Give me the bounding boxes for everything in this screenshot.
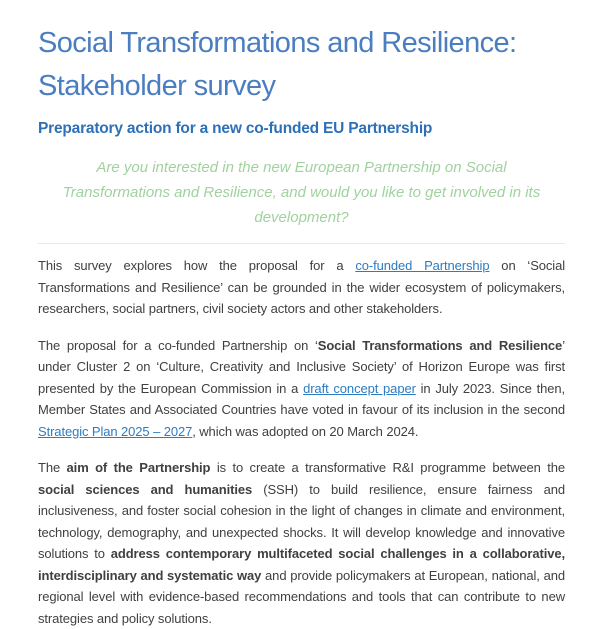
- text-run: ’ under Cluster 2 on ‘Culture, Creativity and Inclusive Society’ of Horizon Europe was first presented by the European Commission in a: [38, 337, 565, 396]
- bold-text: social sciences and humanities: [38, 481, 253, 497]
- section-divider: [38, 243, 565, 244]
- bold-text: aim of the Partnership: [66, 460, 211, 475]
- text-run: and provide policymakers at European, national, and regional level with evidence-based recommendations and tools that can contribute to new strategies and policy solutions.: [38, 567, 565, 626]
- text-run: The proposal for a co-funded Partnership on ‘: [38, 337, 318, 353]
- page-subtitle: Preparatory action for a new co-funded EU Partnership: [38, 120, 433, 137]
- body-paragraph: [38, 335, 565, 443]
- text-run: in July 2023. Since then, Member States and Associated Countries have voted in favour of its inclusion in the second: [38, 380, 565, 417]
- bold-text: address contemporary multifaceted social challenges in a collaborative, interdisciplinary and systematic way: [38, 546, 565, 583]
- bold-text: Social Transformations and Resilience: [317, 337, 563, 353]
- body-paragraph: [38, 255, 565, 320]
- text-run: This survey explores how the proposal for a: [38, 258, 356, 273]
- body-paragraphs: [38, 255, 565, 629]
- text-run: is to create a transformative R&I programme between the: [210, 460, 565, 475]
- text-run: The: [38, 460, 67, 475]
- inline-link[interactable]: Strategic Plan 2025 – 2027: [38, 423, 193, 439]
- text-run: on ‘Social Transformations and Resilience’ can be grounded in the wider ecosystem of policymakers, researchers, social partners, civil society actors and other stakeholders.: [38, 258, 566, 316]
- page-title: [38, 22, 565, 108]
- inline-link[interactable]: draft concept paper: [303, 380, 416, 396]
- page-title-line1: Social Transformations and Resilience:: [38, 27, 517, 59]
- text-run: (SSH) to build resilience, ensure fairness and inclusiveness, and foster social cohesion in the light of changes in climate and environment, technology, demography, and unexpected shocks. It will develop knowledge and innovative solutions to: [38, 481, 566, 561]
- page-title-line2: Stakeholder survey: [38, 70, 276, 102]
- text-run: , which was adopted on 20 March 2024.: [192, 423, 419, 439]
- body-paragraph: [38, 457, 565, 629]
- inline-link[interactable]: co-funded Partnership: [355, 258, 490, 273]
- intro-question: Are you interested in the new European Partnership on Social Transformations and Resilience, and would you like to get involved in its development?: [62, 159, 541, 226]
